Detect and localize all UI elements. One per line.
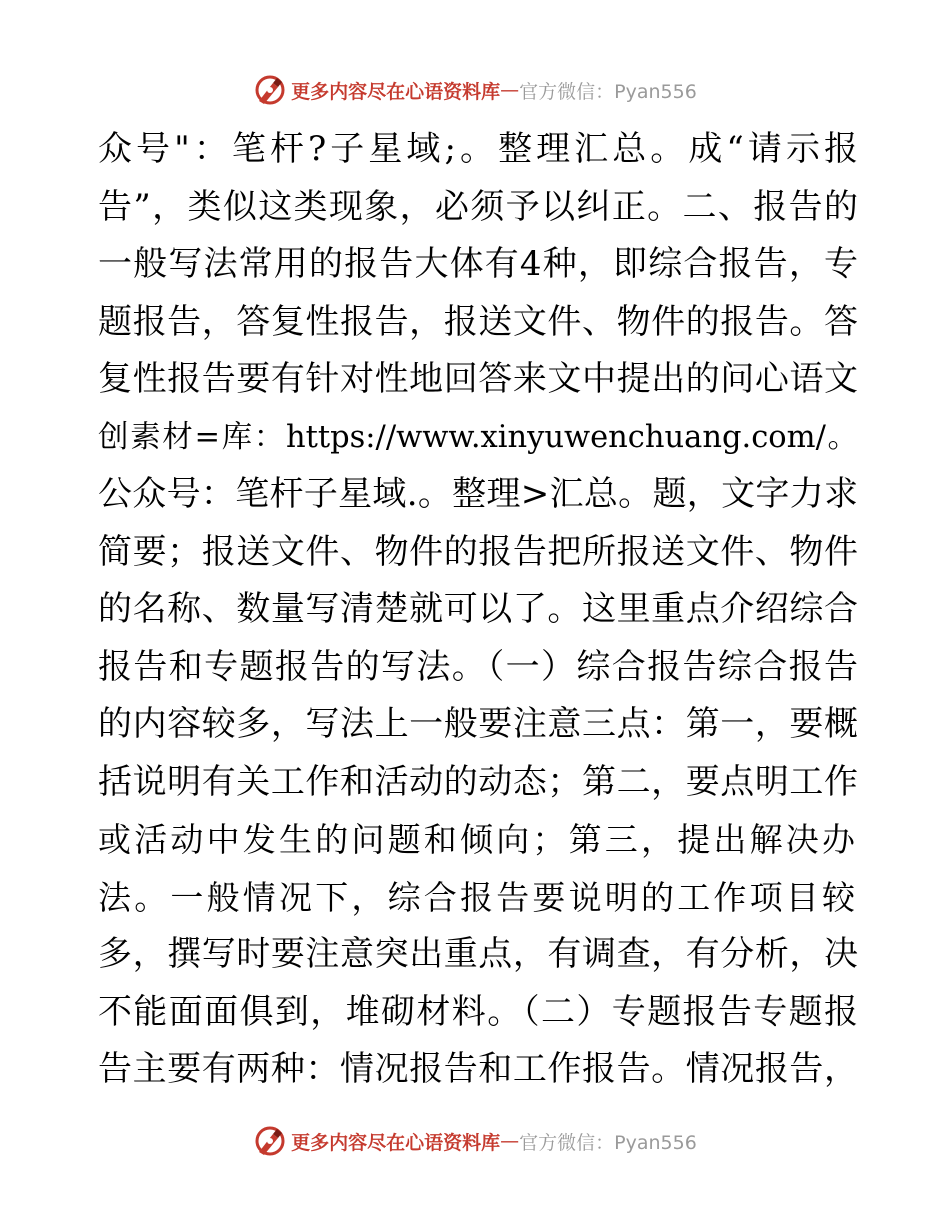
header-brand-text: 更多内容尽在心语资料库 [291, 80, 501, 103]
text-line: 法。一般情况下，综合报告要说明的工作项目较 [98, 877, 859, 917]
text-line: 简要；报送文件、物件的报告把所报送文件、物件 [98, 531, 858, 572]
text-line: 告”，类似这类现象，必须予以纠正。二、报告的 [98, 186, 858, 227]
text-line: 的名称、数量写清楚就可以了。这里重点介绍综合 [98, 589, 858, 629]
text-line: 括说明有关工作和活动的动态；第二，要点明工作 [98, 761, 858, 802]
text-line: 的内容较多，写法上一般要注意三点：第一，要概 [98, 704, 858, 744]
text-line: 告主要有两种：情况报告和工作报告。情况报告， [98, 1049, 858, 1089]
pen-in-circle-logo-icon [253, 73, 287, 107]
text-line: 题报告，答复性报告，报送文件、物件的报告。答 [98, 301, 858, 342]
text-line: 复性报告要有针对性地回答来文中提出的问心语文 [98, 359, 858, 399]
text-line: 公众号：笔杆子星域.。整理>汇总。题，文字力求 [98, 474, 858, 514]
footer-brand-text: 更多内容尽在心语资料库 [291, 1131, 501, 1154]
text-line: 多，撰写时要注意突出重点，有调查，有分析，决 [98, 934, 858, 974]
header-wechat-text: 官方微信：Pyan556 [519, 80, 697, 103]
text-line: 不能面面俱到，堆砌材料。（二）专题报告专题报 [98, 991, 858, 1032]
pen-in-circle-logo-icon [253, 1124, 287, 1158]
text-line: 一般写法常用的报告大体有4种，即综合报告，专 [98, 244, 858, 284]
header-separator: — [500, 79, 520, 101]
footer-banner [0, 1124, 950, 1158]
body-text [98, 121, 858, 1099]
text-line: 众号"：笔杆?子星域;。整理汇总。成“请示报 [98, 129, 858, 169]
footer-separator: — [500, 1130, 520, 1152]
footer-wechat-text: 官方微信：Pyan556 [519, 1131, 697, 1154]
text-line: 报告和专题报告的写法。（一）综合报告综合报告 [98, 646, 858, 687]
header-banner [0, 73, 950, 107]
text-line: 或活动中发生的问题和倾向；第三，提出解决办 [98, 820, 859, 859]
text-line: 创素材=库：https://www.xinyuwenchuang.com/。 [98, 419, 858, 455]
